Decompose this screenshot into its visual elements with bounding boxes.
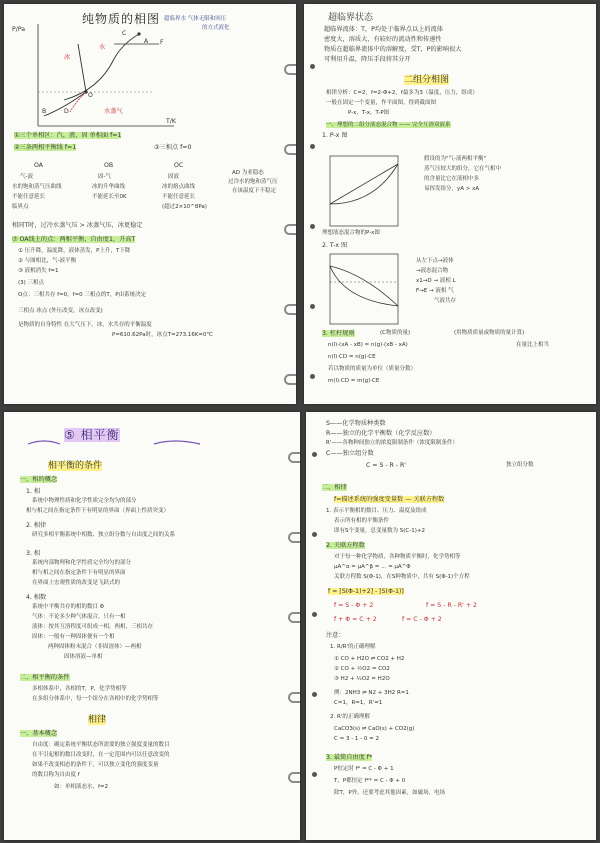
table-cell: 水的饱和蒸气压曲线 [12,184,62,190]
notebook-page-binary-phase-diagram [304,4,596,404]
note-line: 对于每一种化学物质，各种物质平衡时，化学势相等 [334,554,461,560]
critical-point [137,32,140,35]
note-line: 研究多相平衡系统中相数、独立组分数与自由度之间的关系 [32,532,176,538]
note-line: 相与相之间在指定条件下有明显的界面（界面上性质突变） [26,508,170,514]
note-line: 两种固体粉末混合（非固溶体）—两相 [48,644,142,650]
note-line: 即有S个变量，总变量数为 S(C-1)+2 [334,528,425,534]
subsection [20,674,70,683]
highlight-line [334,496,444,505]
formula: CaCO3(s) ⇌ CaO(s) + CO2(g) [334,726,415,732]
note-line: 2. R'的正确理解 [330,714,370,720]
note-text: ①三个单相区：汽，液，固 单相面 f=1 [14,132,122,139]
note-line: 若以物质的质量为单位（质量分数） [328,366,417,372]
note-line [12,236,135,245]
od-note: AD 为亚稳态 [232,170,264,176]
table-cell: (超过2×10^8Pa) [162,204,207,210]
notebook-page-phase-equilibrium [4,412,300,840]
diagram-note: →液态混合物 [416,268,449,274]
note-line: 可利用升温，降压手段将其分开 [324,56,411,63]
punch-hole [312,452,317,457]
binder-ring [284,64,296,75]
subsection [322,484,347,493]
liquid-line [330,164,398,204]
formula-text: f = [S(Φ-1)+2] - [S(Φ-1)] [328,588,404,595]
formula: μA^α = μA^β = ... = μA^Φ [334,564,411,570]
punch-hole [312,772,317,777]
note-line: 一般在固定一个变量，作平面图，得到截面图 [326,100,437,106]
region-water: 水 [99,44,106,51]
px-frame [330,156,398,226]
formula: ③ H2 + ½O2 = H2O [334,676,390,682]
table-cell: 固液 [168,174,180,180]
note-line [14,132,121,141]
axis-p-label: P/Pa [12,26,26,33]
od-note: 在该温度下不稳定 [232,188,277,194]
note-line: 系统中平衡共存的相的数目 Φ [32,604,105,610]
binder-ring [284,144,296,155]
heading-text: 相律 [88,715,107,725]
formula: P恒定时 f* = C - Φ + 1 [334,766,394,772]
table-cell: 不能延长至0K [92,194,127,200]
col-header: OA [34,162,43,169]
chapter-title-text: ⑤ 相平衡 [64,428,120,442]
table-cell: 冰的熔点曲线 [162,184,196,190]
note-line: 固体：一般有一种固体便有一个相 [32,634,115,640]
note-line: S——化学物质种类数 [326,420,386,427]
formula: n(l)·CD = n(g)·CE [328,354,376,360]
diagram-title: 1. P-x 图 [322,132,348,139]
diagram-caption: 理想液态混合物的P-x图 [322,230,380,236]
punch-hole [312,612,317,617]
punch-hole [312,532,317,537]
diagram-note: 的含量比它在液相中多 [424,176,480,182]
bubble-curve [330,266,398,306]
dew-curve [330,266,398,306]
note-line: 2. 相律 [26,522,47,529]
region-ice: 冰 [64,54,71,61]
diagram-label: B [42,108,47,115]
note-line: ③ 液相消失 f=1 [18,268,59,274]
note-line: (3) 三相点 [18,280,45,286]
diagram-note: 从左下点→液体 [416,258,454,264]
note-line: 表示所有相的平衡条件 [334,518,390,524]
note-line: 固体溶液—单相 [64,654,103,660]
note-line: 在量比上相当 [516,342,550,348]
note-line: R——独立的化学平衡数（化学反应数） [326,430,436,437]
note-line: 1. R/R'的正确理解 [330,644,376,650]
swirl-right [154,441,200,444]
note-line: 系统中物理性质和化学性质完全均匀的部分 [32,498,137,504]
diagram-note: 气液共存 [434,298,457,304]
note-line: 相同T时，过冷水蒸气压 > 冰蒸气压，冰更稳定 [12,222,143,229]
subsection [20,476,57,485]
tx-frame [330,254,398,324]
note-line: 3. 相 [26,550,41,557]
note-line: 注意： [326,632,345,639]
subsection [326,542,365,551]
diagram-note: 假设的为"气-液两相平衡" [424,156,487,162]
section-heading: 超临界状态 [328,13,374,23]
binder-ring [288,452,300,463]
diagram-label: C [122,30,127,37]
section-heading [48,458,102,471]
note-line: 独立组分数 [506,462,534,468]
note-line: 如果不改变相态的条件下，可以独立变化的强度变量 [32,762,159,768]
formula: C = S - R - R' [366,462,406,469]
note-line: 除T，P外，还要考虑其他因素，如磁场，电场 [334,790,446,796]
formula [328,588,404,597]
highlight-text: f=描述系统的强度变量数 — 关联方程数 [334,496,445,503]
note-line [14,144,76,153]
binder-ring [288,692,300,703]
note-line: R'——各物种间独立的浓度限制条件（浓度限制条件） [326,440,458,446]
od-note: 过冷水的饱和蒸气压 [228,179,278,185]
note-line: ① 压升降，温度降，液体蒸发，P上升，T下降 [18,248,131,254]
note-line: ③三相点 f=0 [154,144,192,151]
note-line: P-x，T-x，T-P图 [348,110,390,116]
note-text: ⑦ OA线上的点：两相平衡，自由度1，升高T [12,236,136,243]
note-line: 系统内部物理和化学性质完全均匀的部分 [32,560,132,566]
diagram-label: O [88,92,93,99]
note-line: ② 与图相比，气-液平衡 [18,258,77,264]
formula: m(l)·CD = m(g)·CE [328,378,380,384]
note-text: ②三条两相平衡线 f=1 [14,144,77,151]
table-cell: 临界点 [12,204,29,210]
note-line: 如：单相液态水，f=2 [54,784,109,790]
note-line: 气体：不论多少种气体混合，只有一相 [32,614,126,620]
formula: n(l)·(xA - xB) = n(g)·(xB - xA) [328,342,408,348]
subsection [326,754,372,763]
axis-t-label: T/K [166,118,176,125]
note-line: 在不引起相的数目改变时，在一定范围内可以任意改变的 [32,752,170,758]
note-line: 密度大，溶质大，有较好的流动性和传递性 [324,36,442,43]
note-line: 液体：按其互溶程度可组成一相，两相，三相共存 [32,624,154,630]
table-cell: 冰的升华曲线 [92,184,126,190]
note-line: 1. 表示平衡相的数目、压力、温度及组成 [326,508,427,514]
note-text: 3. 杠杆规则 [322,330,355,337]
note-line: 在多组分体系中，每一个组分在各相中的化学势相等 [32,696,159,702]
binder-ring [288,612,300,623]
page-title: 纯物质的相图 [82,12,161,26]
heading-text: 相平衡的条件 [48,461,103,471]
note-line: 1. 相 [26,488,41,495]
formula: ② CO + ½O2 = CO2 [334,666,390,672]
note-line: 相与相之间在指定条件下有明显的界面 [32,570,126,576]
subsection-text: 3. 最简自由度 f* [326,754,373,761]
note-line: O点：三相共存 f=0，f=0 三相点的T，P由系统决定 [18,292,147,298]
formula: 例：2NH3 ⇌ N2 + 3H2 R=1 [334,690,409,696]
swirl-left [28,441,60,444]
diagram-note: 易挥发组分，yA > xA [424,186,480,192]
diagram-label: F [160,39,164,46]
diagram-note: x1→D → 液相 L [416,278,456,284]
table-cell: 气-液 [20,174,33,180]
punch-hole [310,64,315,69]
side-note: 的方式液化 [202,25,230,31]
notebook-page-pure-substance-phase-diagram [4,4,296,404]
binder-ring [284,224,296,235]
subsection-text: 一、相的概念 [20,476,58,483]
note-line: 的数目称为自由度 f [32,772,80,778]
heading-text: 二组分相图 [404,75,450,85]
binder-ring [284,304,296,315]
formula: f = S - R - R' + 2 [426,602,477,609]
diagram-title: 2. T-x 图 [322,242,348,249]
subsection-text: 一、基本概念 [20,730,58,737]
note-text: 一、理想的二组分液态混合物 —— 完全互溶双液系 [326,122,451,128]
punch-hole [310,224,315,229]
note-line: 相律分析：C=2，f=2-Φ+2，f最多为3（温度，压力，组成） [326,90,478,96]
note-line: 4. 相数 [26,594,47,601]
punch-hole [312,692,317,697]
note-line: (C物质的量) [380,330,411,336]
binder-ring [288,532,300,543]
note-line: 超临界流体：T，P均处于临界点以上的流体 [324,26,443,33]
note-line: 关联方程数 S(Φ-1)，在S种物质中，共有 S(Φ-1)个方程 [334,574,470,580]
note-line: 三相点 冰点 (外压改变，冰点改变) [18,308,103,314]
note-line: 物质在超临界流体中的溶解度，受T，P的影响很大 [324,46,462,53]
formula: C = 3 - 1 - 0 = 2 [334,736,380,742]
oc-curve [78,44,86,92]
formula: C=1，R=1，R'=1 [334,700,383,706]
subsection [20,730,57,739]
col-header: OC [174,162,184,169]
note-line: (用物质质量或物质的量计算) [454,330,525,336]
table-cell: 不能任意延长 [12,194,46,200]
region-vapor: 水蒸气 [104,108,123,115]
side-note: 超临界水 气体无限和回压 [164,16,227,22]
phase-diagram-figure [4,4,296,404]
note-line: 在界面上宏观性质的改变是飞跃式的 [32,580,121,586]
formula: f = S - Φ + 2 [334,602,374,609]
table-cell: 固-气 [98,174,111,180]
punch-hole [310,374,315,379]
diagram-note: 蒸气压较大的组分，它在气相中 [424,166,502,172]
note-line [322,330,355,339]
col-header: OB [104,162,114,169]
notebook-page-phase-rule [306,412,596,840]
formula: T，P都恒定 f** = C - Φ + 0 [334,778,406,784]
table-cell: 不能任意延长 [162,194,196,200]
section-heading [88,712,106,725]
subsection-text: 2. 关联方程数 [326,542,365,549]
note-line: P=610.62Pa时，冰点T=273.16K=0℃ [112,332,213,338]
note-line: 自由度：确定系统平衡状态所需要的独立强度变量的数目 [32,742,170,748]
subsection-text: 二、相律 [322,484,347,491]
formula: f = C - Φ + 2 [402,616,442,623]
punch-hole [310,304,315,309]
binder-ring [288,772,300,783]
note-line: 多相体系中，各相的T，P，化学势相等 [32,686,127,692]
subsection-text: 二、相平衡的条件 [20,674,70,681]
binder-ring [284,374,296,385]
punch-hole [310,144,315,149]
note-line: C——独立组分数 [326,450,374,457]
diagram-note: F→E → 液相 气 [416,288,454,294]
diagram-label: D [64,108,69,115]
diagram-label: A [144,38,149,45]
formula: ① CO + H2O ⇌ CO2 + H2 [334,656,405,662]
note-line: 是物质的自身特性 在大气压下，冰，水共存的平衡温度 [18,322,152,328]
formula: f + Φ = C + 2 [334,616,377,623]
